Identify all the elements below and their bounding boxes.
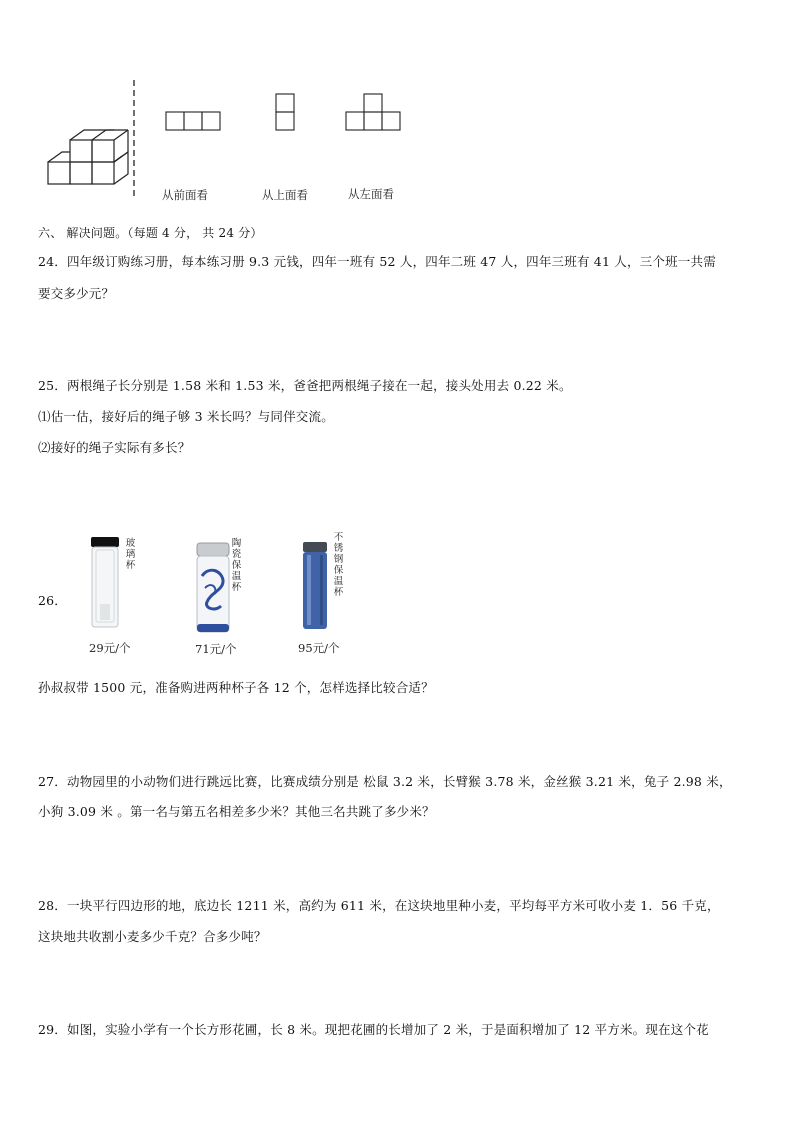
q27-line2: 小狗 3.09 米 。第一名与第五名相差多少米？其他三名共跳了多少米？ <box>38 804 435 819</box>
front-view-label: 从前面看 <box>162 188 208 202</box>
q28-line1: 28．一块平行四边形的地，底边长 1211 米，高约为 611 米，在这块地里种小麦，平均每平方米可收小麦 1．56 千克， <box>38 898 720 913</box>
glass-cup-price: 29元/个 <box>89 641 131 655</box>
ceramic-cup-price: 71元/个 <box>195 642 237 656</box>
glass-cup-label: 玻璃杯 <box>125 538 136 571</box>
q26-number: 26． <box>38 593 68 608</box>
left-view-figure <box>345 93 401 131</box>
ceramic-cup-label: 陶瓷保温杯 <box>231 538 242 593</box>
q25-sub2: ⑵接好的绳子实际有多长？ <box>38 440 191 455</box>
top-view-figure <box>275 93 295 131</box>
ceramic-cup-image <box>193 542 233 634</box>
q24-line2: 要交多少元？ <box>38 286 115 301</box>
q26-question: 孙叔叔带 1500 元，准备购进两种杯子各 12 个，怎样选择比较合适？ <box>38 680 434 695</box>
q24-line1: 24．四年级订购练习册，每本练习册 9.3 元钱，四年一班有 52 人，四年二班 47 人，四年三班有 41 人，三个班一共需 <box>38 254 716 269</box>
front-view-figure <box>165 111 221 131</box>
q27-line1: 27．动物园里的小动物们进行跳远比赛，比赛成绩分别是 松鼠 3.2 米，长臂猴 3.78 米，金丝猴 3.21 米，兔子 2.98 米， <box>38 774 732 789</box>
stainless-cup-price: 95元/个 <box>298 641 340 655</box>
q25-line1: 25．两根绳子长分别是 1.58 米和 1.53 米，爸爸把两根绳子接在一起，接头处用去 0.22 米。 <box>38 378 572 393</box>
stainless-cup-label: 不锈钢保温杯 <box>333 532 344 598</box>
q28-line2: 这块地共收割小麦多少千克？合多少吨？ <box>38 929 267 944</box>
top-view-label: 从上面看 <box>262 188 308 202</box>
left-view-label: 从左面看 <box>348 187 394 201</box>
section-title: 六、 解决问题。（每题 4 分， 共 24 分） <box>38 226 263 240</box>
q25-sub1: ⑴估一估，接好后的绳子够 3 米长吗？与同伴交流。 <box>38 409 334 424</box>
glass-cup-image <box>88 536 122 630</box>
q29-line1: 29．如图，实验小学有一个长方形花圃，长 8 米。现把花圃的长增加了 2 米，于是面积增加了 12 平方米。现在这个花 <box>38 1022 709 1037</box>
cube-stack-figure <box>40 120 130 195</box>
dashed-divider <box>132 80 136 200</box>
stainless-cup-image <box>301 541 329 631</box>
